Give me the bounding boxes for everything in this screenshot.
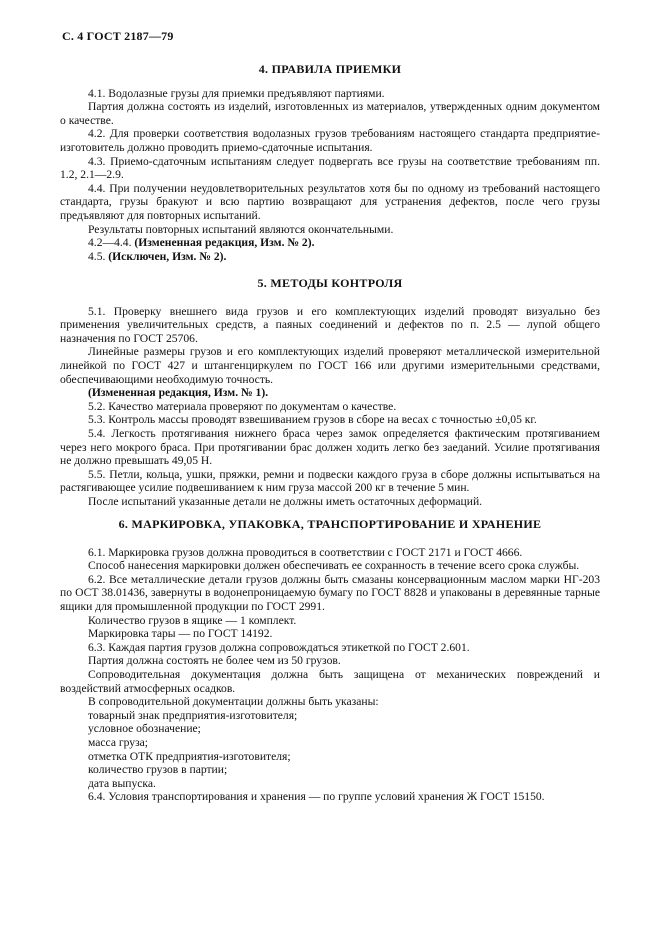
section-4-title: 4. ПРАВИЛА ПРИЕМКИ bbox=[258, 62, 402, 76]
section-4 bbox=[60, 63, 600, 263]
paragraph: 5.4. Легкость протягивания нижнего браса через замок определяется фактическим протягиванием через него мокрого браса. При протягивании брас должен ходить легко без заеданий. Усилие протягивания не должно превышать 49,05 Н. bbox=[60, 426, 600, 468]
paragraph: 6.2. Все металлические детали грузов должны быть смазаны консервационным маслом марки НГ-203 по ОСТ 38.01436, завернуты в водонепроницаемую бумагу по ГОСТ 8828 и упакованы в деревянные тарные ящики для промышленной продукции по ГОСТ 2991. bbox=[60, 572, 600, 613]
paragraph: Линейные размеры грузов и его комплектующих изделий проверяют металлической измерительной линейкой по ГОСТ 427 и штангенциркулем по ГОСТ 166 или другими измерительными средствами, обеспечивающими необходимую точность. bbox=[60, 345, 600, 386]
paragraph: Партия должна состоять не более чем из 50 грузов. bbox=[88, 654, 341, 668]
list-item: условное обозначение; bbox=[88, 722, 201, 736]
paragraph: Сопроводительная документация должна быть защищена от механических повреждений и воздействий атмосферных осадков. bbox=[60, 667, 600, 695]
paragraph: 5.3. Контроль массы проводят взвешиванием грузов в сборе на весах с точностью ±0,05 кг. bbox=[88, 413, 537, 427]
paragraph: В сопроводительной документации должны быть указаны: bbox=[88, 695, 379, 709]
paragraph: 6.4. Условия транспортирования и хранения — по группе условий хранения Ж ГОСТ 15150. bbox=[88, 790, 545, 804]
amendment-text: (Исключен, Изм. № 2). bbox=[108, 249, 227, 263]
amendment-prefix: 4.2—4.4. bbox=[88, 236, 135, 250]
section-6-title: 6. МАРКИРОВКА, УПАКОВКА, ТРАНСПОРТИРОВАНИЕ И ХРАНЕНИЕ bbox=[118, 517, 542, 531]
paragraph: После испытаний указанные детали не должны иметь остаточных деформаций. bbox=[88, 494, 483, 508]
list-item: отметка ОТК предприятия-изготовителя; bbox=[88, 749, 291, 763]
paragraph: Способ нанесения маркировки должен обеспечивать ее сохранность в течение всего срока службы. bbox=[88, 559, 580, 573]
paragraph: Партия должна состоять из изделий, изготовленных из материалов, утвержденных одним документом о качестве. bbox=[60, 100, 600, 127]
list-item: дата выпуска. bbox=[88, 776, 156, 790]
paragraph: 4.2. Для проверки соответствия водолазных грузов требованиям настоящего стандарта предприятие-изготовитель должно проводить приемо-сдаточные испытания. bbox=[60, 127, 600, 154]
paragraph: 6.3. Каждая партия грузов должна сопровождаться этикеткой по ГОСТ 2.601. bbox=[88, 640, 470, 654]
paragraph: 4.1. Водолазные грузы для приемки предъявляют партиями. bbox=[88, 86, 385, 100]
amendment-text: (Измененная редакция, Изм. № 2). bbox=[134, 236, 315, 250]
paragraph: Результаты повторных испытаний являются окончательными. bbox=[88, 222, 394, 236]
section-5-title: 5. МЕТОДЫ КОНТРОЛЯ bbox=[257, 276, 403, 290]
paragraph: Количество грузов в ящике — 1 комплект. bbox=[88, 613, 297, 627]
paragraph: 5.1. Проверку внешнего вида грузов и его комплектующих изделий проводят визуально без применения увеличительных средств, а паяных соединений и дефектов по п. 2.5 — лупой общего назначения по ГОСТ 25706. bbox=[60, 304, 600, 345]
list-item: количество грузов в партии; bbox=[88, 763, 228, 777]
amendment-prefix: 4.5. bbox=[88, 249, 109, 263]
list-item: товарный знак предприятия-изготовителя; bbox=[88, 708, 298, 722]
paragraph: 4.3. Приемо-сдаточным испытаниям следует подвергать все грузы на соответствие требованиям пп. 1.2, 2.1—2.9. bbox=[60, 154, 600, 182]
section-5 bbox=[60, 277, 600, 509]
paragraph: 5.2. Качество материала проверяют по документам о качестве. bbox=[88, 399, 397, 413]
running-head: С. 4 ГОСТ 2187—79 bbox=[62, 29, 174, 43]
paragraph: 6.1. Маркировка грузов должна проводиться в соответствии с ГОСТ 2171 и ГОСТ 4666. bbox=[88, 545, 523, 559]
paragraph: 5.5. Петли, кольца, ушки, пряжки, ремни и подвески каждого груза в сборе должны испытываться на растягивающее усилие подвешиванием к ним груза массой 200 кг в течение 5 мин. bbox=[60, 467, 600, 495]
amendment-note bbox=[60, 250, 600, 264]
amendment-note bbox=[60, 236, 600, 250]
amendment-note: (Измененная редакция, Изм. № 1). bbox=[88, 386, 269, 400]
section-6 bbox=[60, 518, 600, 804]
paragraph: Маркировка тары — по ГОСТ 14192. bbox=[88, 627, 273, 641]
paragraph: 4.4. При получении неудовлетворительных результатов хотя бы по одному из требований настоящего стандарта, грузы бракуют и всю партию возвращают для устранения дефектов, после чего грузы предъявляют для повторных испытаний. bbox=[60, 181, 600, 222]
list-item: масса груза; bbox=[88, 735, 149, 749]
